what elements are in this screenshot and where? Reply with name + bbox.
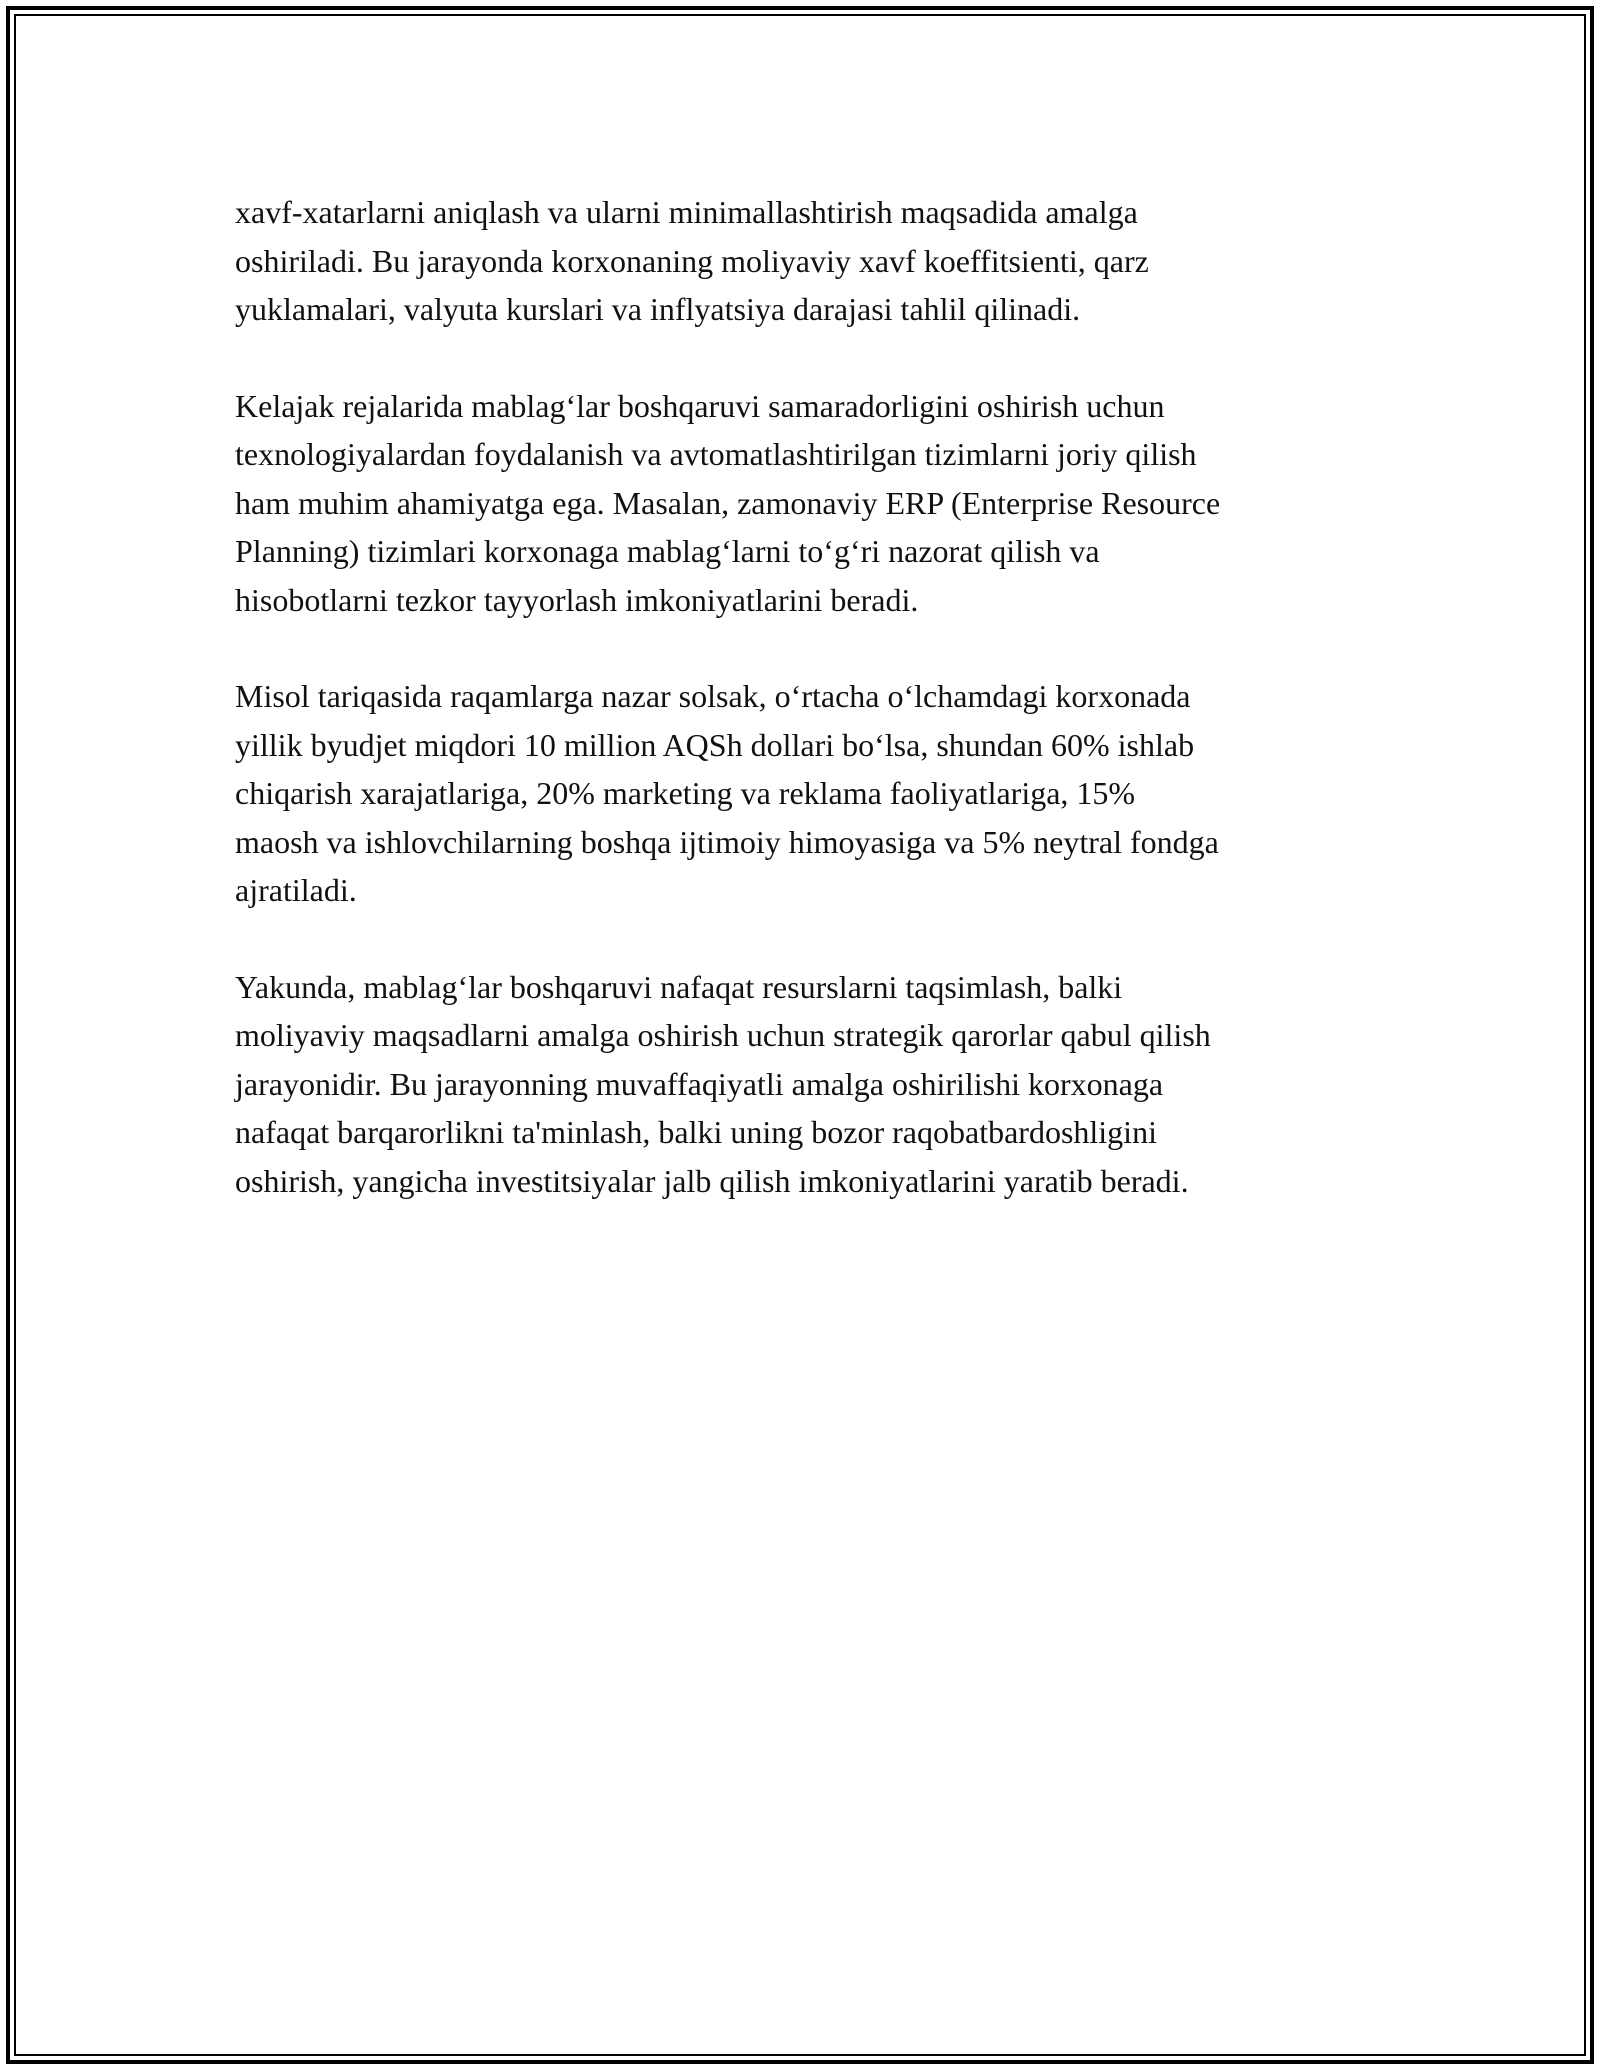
text-line: Misol tariqasida raqamlarga nazar solsak, o‘rtacha o‘lchamdagi korxonada: [235, 678, 1191, 714]
text-line: yuklamalari, valyuta kurslari va inflyatsiya darajasi tahlil qilinadi.: [235, 291, 1081, 327]
paragraph-risk-analysis: [235, 188, 1385, 334]
text-line: maosh va ishlovchilarning boshqa ijtimoiy himoyasiga va 5% neytral fondga: [235, 823, 1219, 860]
text-line: texnologiyalardan foydalanish va avtomatlashtirilgan tizimlarni joriy qilish: [235, 436, 1197, 472]
text-line: oshiriladi. Bu jarayonda korxonaning moliyaviy xavf koeffitsienti, qarz: [235, 242, 1149, 279]
text-line: ham muhim ahamiyatga ega. Masalan, zamonaviy ERP (Enterprise Resource: [235, 484, 1221, 521]
text-line: Kelajak rejalarida mablag‘lar boshqaruvi samaradorligini oshirish uchun: [235, 387, 1165, 424]
paragraph-future-plans: [235, 382, 1385, 625]
text-line: hisobotlarni tezkor tayyorlash imkoniyatlarini beradi.: [235, 581, 919, 618]
document-body: [235, 188, 1385, 1253]
text-line: moliyaviy maqsadlarni amalga oshirish uchun strategik qarorlar qabul qilish: [235, 1017, 1211, 1053]
paragraph-budget-example: [235, 672, 1385, 915]
text-line: Yakunda, mablag‘lar boshqaruvi nafaqat resurslarni taqsimlash, balki: [235, 968, 1123, 1005]
text-line: oshirish, yangicha investitsiyalar jalb qilish imkoniyatlarini yaratib beradi.: [235, 1162, 1189, 1199]
text-line: jarayonidir. Bu jarayonning muvaffaqiyatli amalga oshirilishi korxonaga: [235, 1065, 1164, 1102]
text-line: Planning) tizimlari korxonaga mablag‘larni to‘g‘ri nazorat qilish va: [235, 533, 1100, 569]
text-line: nafaqat barqarorlikni ta'minlash, balki uning bozor raqobatbardoshligini: [235, 1114, 1157, 1150]
text-line: xavf-xatarlarni aniqlash va ularni minimallashtirish maqsadida amalga: [235, 194, 1138, 230]
text-line: chiqarish xarajatlariga, 20% marketing va reklama faoliyatlariga, 15%: [235, 775, 1136, 811]
text-line: yillik byudjet miqdori 10 million AQSh dollari bo‘lsa, shundan 60% ishlab: [235, 726, 1195, 763]
text-line: ajratiladi.: [235, 872, 357, 908]
paragraph-conclusion: [235, 963, 1385, 1206]
